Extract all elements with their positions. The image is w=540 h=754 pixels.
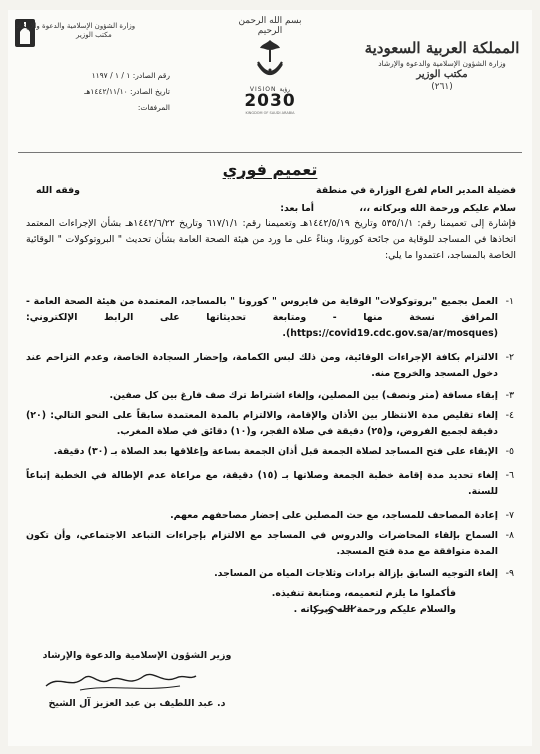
ref-date-label: تاريخ الصادر: xyxy=(130,87,170,96)
item-number: ١- xyxy=(505,296,514,307)
list-item xyxy=(26,388,516,404)
item-text: إلغاء التوجيه السابق بإزالة برادات وثلاجات المياه من المساجد. xyxy=(214,568,498,579)
header-divider xyxy=(18,152,522,153)
list-item xyxy=(26,294,516,342)
vision-label: VISION رؤية xyxy=(249,86,291,93)
ref-number-label: رقم الصادر: xyxy=(132,71,170,80)
minister-office: مكتب الوزير xyxy=(416,69,468,80)
letterhead-left xyxy=(16,22,176,39)
item-text: إلغاء تقليص مدة الانتظار بين الأذان والإقامة، والالتزام بالمدة المعتمدة سابقاً على النحو التالي: (٢٠) دقيقة لجميع الفروض، و(٢٥) دقيقة في صلاة الفجر، و(١٠) دقائق في صلاة المغرب. xyxy=(26,410,498,437)
intro-paragraph: فإشارة إلى تعميمنا رقم: ٥٣٥/١/١ وتاريخ ١٤٤٢/٥/١٩هـ وتعميمنا رقم: ٦١٧/١/١ وتاريخ ١٤٤٢/٦/٢٢هـ بشأن الإجراءات المعتمد اتخاذها في المساجد للوقاية من جائحة كورونا، وبناءً على ما ورد من هيئة الصحة العامة بشأن تحديث " البروتوكولات " الوقائية الخاصة بالمساجد، اعتمدوا ما يلي: xyxy=(26,218,517,261)
closing-line: فأكملوا ما يلزم لتعميمه، ومتابعة تنفيذه. xyxy=(271,588,456,599)
item-text: السماح بإلقاء المحاضرات والدروس في المساجد مع الالتزام بإجراءات التباعد الاجتماعي، وأن تكون المدة متوافقة مع مدة فتح المسجد. xyxy=(26,530,498,557)
item-number: ٧- xyxy=(505,510,514,521)
office-number: (٢٦١) xyxy=(431,82,453,92)
addressee: فضيلة المدير العام لفرع الوزارة في منطقة xyxy=(316,185,516,196)
left-ministry-name: وزارة الشؤون الإسلامية والدعوة والإرشاد xyxy=(16,22,136,30)
vision-subtitle: KINGDOM OF SAUDI ARABIA xyxy=(245,111,295,115)
wafaqahu: وفقه الله xyxy=(36,185,80,196)
reference-block xyxy=(70,68,170,116)
basmala: بسم الله الرحمن الرحيم xyxy=(238,16,302,36)
letterhead-right xyxy=(362,40,522,92)
greeting: سلام عليكم ورحمة الله وبركاته ،،، xyxy=(359,203,516,214)
amma-bad: أما بعد: xyxy=(280,203,314,214)
item-text: الالتزام بكافة الإجراءات الوقائية، ومن ذلك لبس الكمامة، وإحضار السجادة الخاصة، وعدم التزاحم عند دخول المسجد والخروج منه. xyxy=(26,352,498,379)
item-number: ٤- xyxy=(505,410,514,421)
minister-signature-icon xyxy=(40,664,200,696)
ref-date-value: ١٤٤٢/١١/١٠هـ xyxy=(84,87,128,96)
ref-number-value: ١ / ١ / ١١٩٧ xyxy=(91,71,131,80)
document-title: تعميم فوري xyxy=(222,160,318,179)
item-text: إلغاء تحديد مدة إقامة خطبة الجمعة وصلاتها بـ (١٥) دقيقة، مع مراعاة عدم الإطالة في الخطبة إتباعاً للسنة. xyxy=(26,470,498,497)
list-item xyxy=(26,508,516,524)
item-number: ٩- xyxy=(505,568,514,579)
items-list xyxy=(26,294,516,618)
item-number: ٦- xyxy=(505,470,514,481)
list-item xyxy=(26,444,516,460)
left-minister-office: مكتب الوزير xyxy=(76,31,112,39)
item-text: العمل بجميع "بروتوكولات" الوقاية من فايروس " كورونا " بالمساجد، المعتمدة من هيئة الصحة العامة - المرافق نسخة منها - ومتابعة تحديثاتها على الرابط الإلكتروني: (https://covid19.cdc.gov.sa/ar/mosques). xyxy=(26,296,498,339)
list-item xyxy=(26,408,516,440)
item-number: ٣- xyxy=(505,390,514,401)
attachments-label: المرفقات: xyxy=(137,103,170,112)
item-text: إعادة المصاحف للمساجد، مع حث المصلين على إحضار مصاحفهم معهم. xyxy=(170,510,498,521)
vision-year: 2030 xyxy=(244,91,296,111)
kingdom-name: المملكة العربية السعودية xyxy=(364,39,520,57)
saudi-emblem-icon xyxy=(250,36,290,86)
signoff-name: د. عبد اللطيف بن عبد العزيز آل الشيخ xyxy=(48,698,226,709)
item-number: ٢- xyxy=(505,352,514,363)
handwritten-initials-icon xyxy=(312,600,358,620)
list-item xyxy=(26,350,516,382)
farewell-line: والسلام عليكم ورحمة الله وبركاته . xyxy=(293,604,456,615)
signoff-title: وزير الشؤون الإسلامية والدعوة والإرشاد xyxy=(42,650,232,661)
item-number: ٨- xyxy=(505,530,514,541)
item-number: ٥- xyxy=(505,446,514,457)
list-item xyxy=(26,566,516,582)
item-text: إبقاء مسافة (متر ونصف) بين المصلين، وإلغاء اشتراط ترك صف فارغ بين كل صفين. xyxy=(109,390,498,401)
letterhead-center xyxy=(230,16,310,115)
ministry-name: وزارة الشؤون الإسلامية والدعوة والإرشاد xyxy=(378,59,506,68)
item-text: الإبقاء على فتح المساجد لصلاة الجمعة قبل أذان الجمعة بساعة وإغلاقها بعد الصلاة بـ (٣٠) دقيقة. xyxy=(53,446,498,457)
list-item xyxy=(26,468,516,500)
list-item xyxy=(26,528,516,560)
